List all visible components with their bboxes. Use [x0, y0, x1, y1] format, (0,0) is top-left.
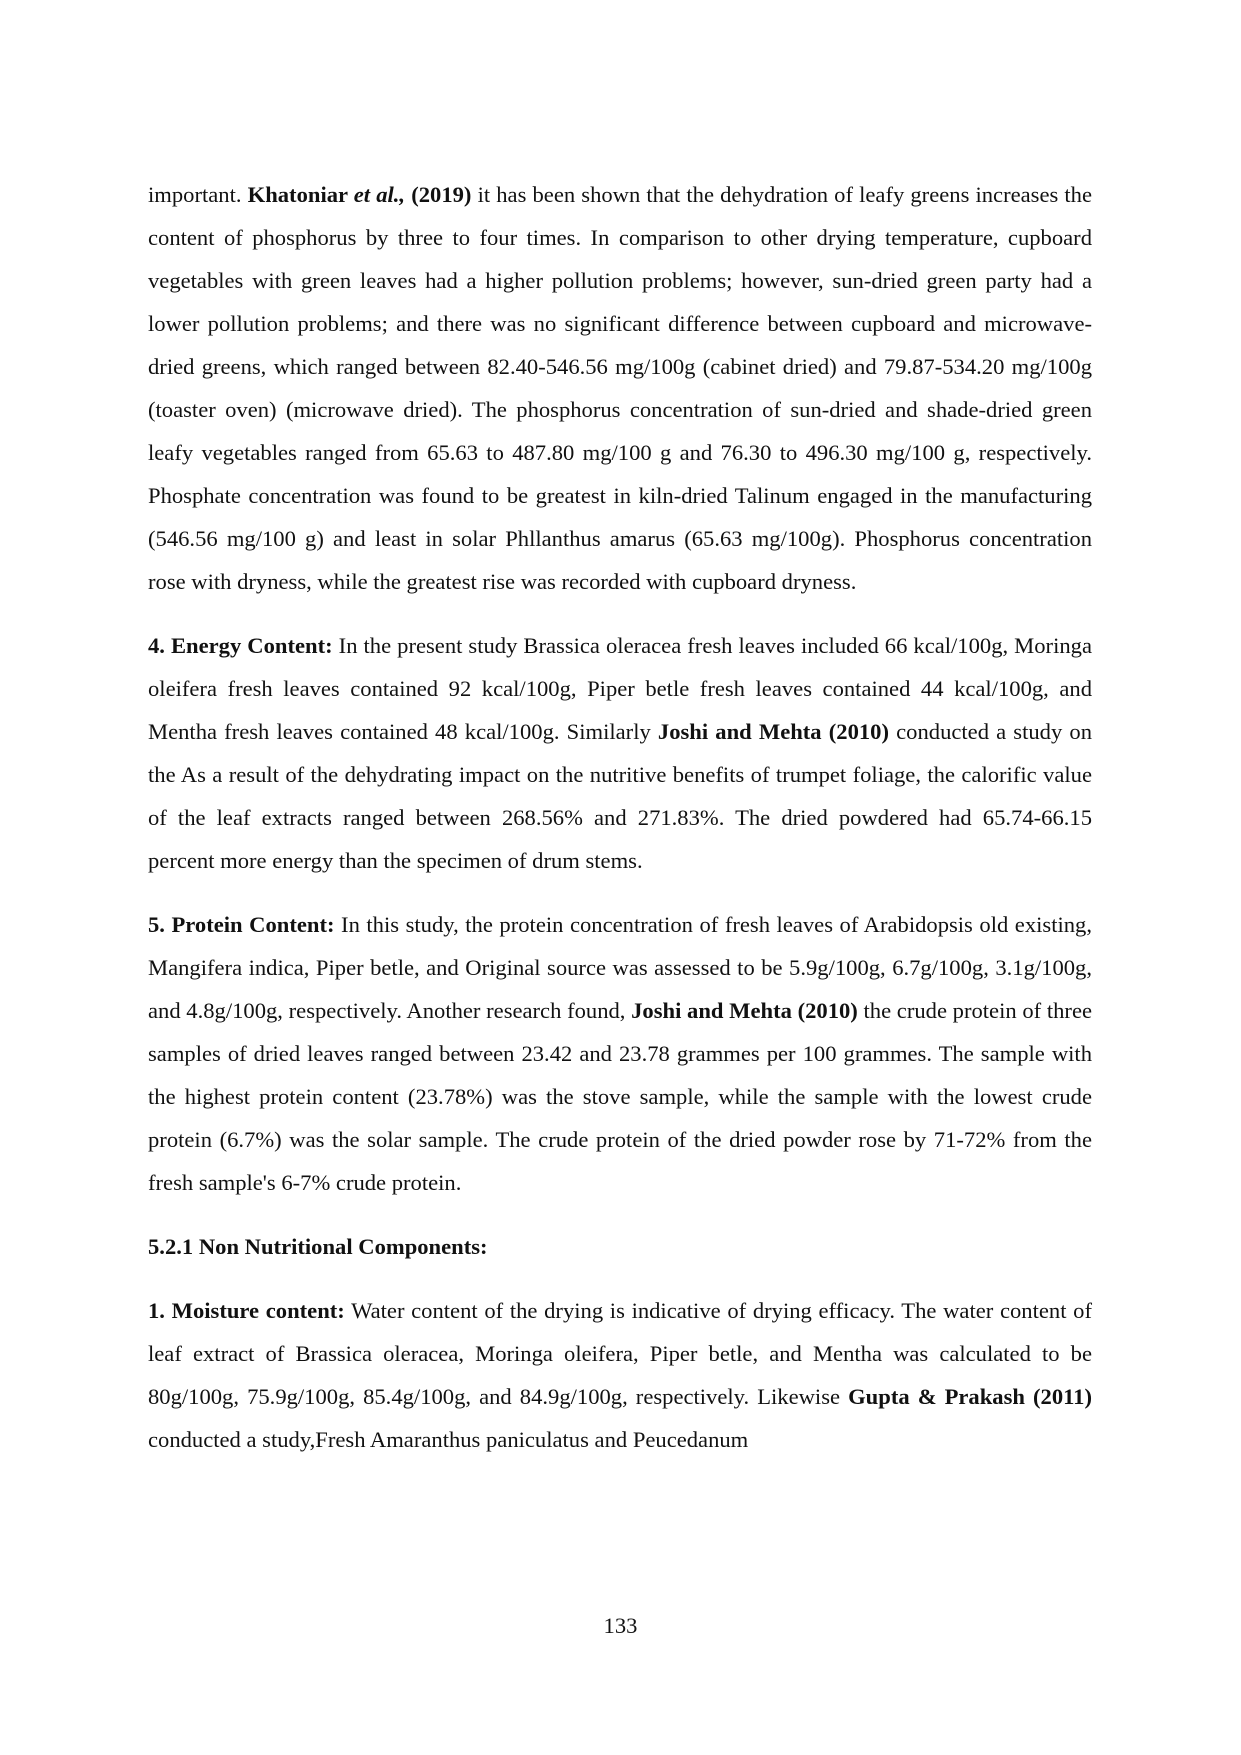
- section-label: 4. Energy Content:: [148, 633, 333, 658]
- text-run: In the present study Brassica oleracea fresh leaves included 66 kcal/100g, Moringa oleifera fresh leaves contained 92 kcal/100g, Piper betle fresh leaves contained 44 kcal/100g, and Mentha fresh leaves contained 48 kcal/100g. Similarly: [148, 633, 1092, 744]
- text-run: Water content of the drying is indicative of drying efficacy. The water content of leaf extract of Brassica oleracea, Moringa oleifera, Piper betle, and Mentha was calculated to be 80g/100g, 75.9g/100g, 85.4g/100g, and 84.9g/100g, respectively. Likewise: [148, 1298, 1092, 1409]
- text-run: it has been shown that the dehydration of leafy greens increases the content of phosphorus by three to four times. In comparison to other drying temperature, cupboard vegetables with green leaves had a higher pollution problems; however, sun-dried green party had a lower pollution problems; and there was no significant difference between cupboard and microwave-dried greens, which ranged between 82.40-546.56 mg/100g (cabinet dried) and 79.87-534.20 mg/100g (toaster oven) (microwave dried). The phosphorus concentration of sun-dried and shade-dried green leafy vegetables ranged from 65.63 to 487.80 mg/100 g and 76.30 to 496.30 mg/100 g, respectively. Phosphate concentration was found to be greatest in kiln-dried Talinum engaged in the manufacturing (546.56 mg/100 g) and least in solar Phllanthus amarus (65.63 mg/100g). Phosphorus concentration rose with dryness, while the greatest rise was recorded with cupboard dryness.: [148, 182, 1093, 594]
- citation-year: (2019): [405, 182, 472, 207]
- paragraph-moisture-content: [148, 1289, 1092, 1461]
- citation: Joshi and Mehta (2010): [657, 719, 889, 744]
- citation-etal: et al.,: [353, 182, 406, 207]
- section-label: 5. Protein Content:: [148, 912, 335, 937]
- text-run: conducted a study on the As a result of the dehydrating impact on the nutritive benefits of trumpet foliage, the calorific value of the leaf extracts ranged between 268.56% and 271.83%. The dried powdered had 65.74-66.15 percent more energy than the specimen of drum stems.: [148, 719, 1093, 873]
- section-label: 1. Moisture content:: [148, 1298, 345, 1323]
- citation: Joshi and Mehta (2010): [631, 998, 858, 1023]
- paragraph-energy-content: [148, 624, 1092, 882]
- text-run: important.: [148, 182, 248, 207]
- paragraph-phosphorus: [148, 173, 1092, 603]
- text-run: the crude protein of three samples of dried leaves ranged between 23.42 and 23.78 grammes per 100 grammes. The sample with the highest protein content (23.78%) was the stove sample, while the sample with the lowest crude protein (6.7%) was the solar sample. The crude protein of the dried powder rose by 71-72% from the fresh sample's 6-7% crude protein.: [148, 998, 1093, 1195]
- citation: Gupta & Prakash (2011): [848, 1384, 1092, 1409]
- citation-author: Khatoniar: [247, 182, 354, 207]
- page-number: 133: [603, 1613, 638, 1638]
- paragraph-protein-content: [148, 903, 1092, 1204]
- section-heading: 5.2.1 Non Nutritional Components:: [148, 1234, 488, 1259]
- text-run: conducted a study,Fresh Amaranthus paniculatus and Peucedanum: [148, 1427, 749, 1452]
- body-text: [148, 173, 1092, 1482]
- text-run: In this study, the protein concentration of fresh leaves of Arabidopsis old existing, Mangifera indica, Piper betle, and Original source was assessed to be 5.9g/100g, 6.7g/100g, 3.1g/100g, and 4.8g/100g, respectively. Another research found,: [148, 912, 1093, 1023]
